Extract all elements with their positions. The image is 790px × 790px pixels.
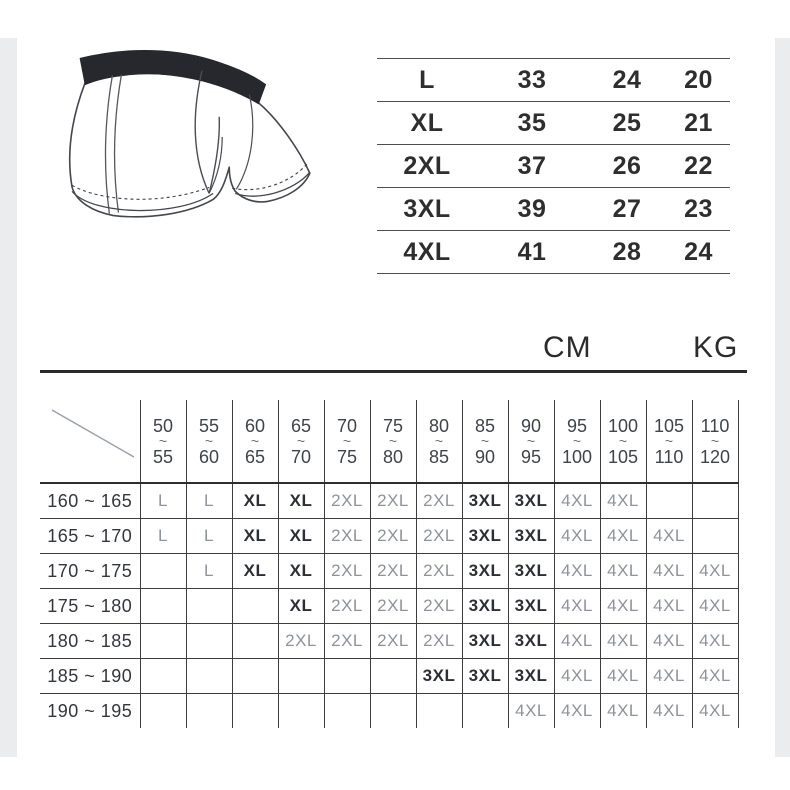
- weight-range-header: 110 ~ 120: [692, 400, 738, 483]
- measure-value: 26: [612, 151, 642, 180]
- size-cell: 2XL: [370, 483, 416, 519]
- tilde: ~: [618, 432, 628, 449]
- size-cell: XL: [278, 554, 324, 589]
- table-row: [377, 187, 730, 230]
- tilde: ~: [526, 432, 536, 449]
- height-range-header: 190 ~ 195: [40, 694, 140, 729]
- table-row: [377, 58, 730, 101]
- size-cell: [370, 694, 416, 729]
- size-cell: 4XL: [692, 554, 738, 589]
- size-cell: 3XL: [462, 483, 508, 519]
- matrix-row: [40, 554, 738, 589]
- weight-range-header: 85 ~ 90: [462, 400, 508, 483]
- size-cell: 2XL: [370, 624, 416, 659]
- weight-range-header: 70 ~ 75: [324, 400, 370, 483]
- size-cell: 3XL: [416, 659, 462, 694]
- size-cell: 4XL: [554, 659, 600, 694]
- size-cell: 4XL: [692, 589, 738, 624]
- size-cell: 4XL: [692, 694, 738, 729]
- size-cell: 2XL: [416, 519, 462, 554]
- divider-rule: [40, 370, 747, 373]
- size-cell: 3XL: [508, 554, 554, 589]
- size-cell: 2XL: [324, 589, 370, 624]
- size-label: L: [419, 65, 435, 94]
- size-cell: 3XL: [462, 624, 508, 659]
- matrix-corner-cell: [40, 400, 140, 483]
- size-cell: 4XL: [646, 659, 692, 694]
- size-cell: 4XL: [646, 519, 692, 554]
- size-cell: 2XL: [324, 554, 370, 589]
- size-cell: XL: [232, 519, 278, 554]
- measure-value: 35: [517, 108, 547, 137]
- size-cell: XL: [232, 554, 278, 589]
- size-cell: [232, 624, 278, 659]
- size-cell: 3XL: [508, 589, 554, 624]
- size-cell: 3XL: [508, 624, 554, 659]
- size-cell: [232, 659, 278, 694]
- size-cell: 4XL: [646, 624, 692, 659]
- size-cell: 4XL: [554, 589, 600, 624]
- unit-label-cm: CM: [543, 331, 592, 364]
- measure-value: 24: [684, 237, 713, 266]
- measure-value: 22: [684, 151, 713, 180]
- size-cell: [278, 694, 324, 729]
- height-range-header: 165 ~ 170: [40, 519, 140, 554]
- size-cell: 3XL: [508, 659, 554, 694]
- size-cell: 4XL: [600, 624, 646, 659]
- tilde: ~: [158, 432, 168, 449]
- size-matrix-table: [40, 400, 739, 728]
- height-range-header: 175 ~ 180: [40, 589, 140, 624]
- measure-value: 20: [684, 65, 713, 94]
- size-cell: 3XL: [508, 483, 554, 519]
- matrix-row: [40, 624, 738, 659]
- measure-value: 39: [517, 194, 547, 223]
- weight-range-header: 95 ~ 100: [554, 400, 600, 483]
- size-cell: 2XL: [324, 624, 370, 659]
- measure-value: 24: [612, 65, 642, 94]
- weight-range-header: 90 ~ 95: [508, 400, 554, 483]
- tilde: ~: [572, 432, 582, 449]
- size-cell: [462, 694, 508, 729]
- weight-range-header: 60 ~ 65: [232, 400, 278, 483]
- size-cell: 3XL: [462, 519, 508, 554]
- height-range-header: 180 ~ 185: [40, 624, 140, 659]
- size-cell: 2XL: [324, 519, 370, 554]
- size-cell: 4XL: [600, 519, 646, 554]
- size-cell: 2XL: [324, 483, 370, 519]
- unit-label-kg: KG: [693, 331, 739, 364]
- height-range-header: 170 ~ 175: [40, 554, 140, 589]
- table-row: [377, 101, 730, 144]
- tilde: ~: [296, 432, 306, 449]
- size-cell: [416, 694, 462, 729]
- size-cell: 3XL: [508, 519, 554, 554]
- size-cell: [324, 659, 370, 694]
- boxer-briefs-illustration: [58, 40, 330, 242]
- table-row: [377, 230, 730, 274]
- table-row: [377, 144, 730, 187]
- weight-range-header: 80 ~ 85: [416, 400, 462, 483]
- size-cell: [646, 483, 692, 519]
- size-cell: XL: [278, 519, 324, 554]
- size-cell: 4XL: [646, 554, 692, 589]
- tilde: ~: [388, 432, 398, 449]
- size-cell: 4XL: [554, 483, 600, 519]
- matrix-row: [40, 694, 738, 729]
- matrix-row: [40, 483, 738, 519]
- size-cell: 3XL: [462, 554, 508, 589]
- size-cell: L: [186, 519, 232, 554]
- left-gray-strip: [0, 38, 17, 757]
- size-cell: 4XL: [554, 554, 600, 589]
- size-cell: 3XL: [462, 589, 508, 624]
- size-cell: [232, 589, 278, 624]
- size-cell: 2XL: [370, 554, 416, 589]
- measure-value: 25: [612, 108, 642, 137]
- size-cell: 2XL: [416, 483, 462, 519]
- height-range-header: 160 ~ 165: [40, 483, 140, 519]
- weight-range-header: 55 ~ 60: [186, 400, 232, 483]
- measurement-table: [377, 58, 730, 274]
- size-label: 3XL: [403, 194, 451, 223]
- size-cell: 4XL: [646, 589, 692, 624]
- size-label: XL: [410, 108, 444, 137]
- size-cell: 2XL: [370, 589, 416, 624]
- size-cell: L: [140, 519, 186, 554]
- matrix-row: [40, 659, 738, 694]
- measure-value: 37: [517, 151, 547, 180]
- size-cell: [140, 554, 186, 589]
- measure-value: 28: [612, 237, 642, 266]
- measure-value: 23: [684, 194, 713, 223]
- size-cell: XL: [278, 483, 324, 519]
- tilde: ~: [710, 432, 720, 449]
- size-cell: 3XL: [462, 659, 508, 694]
- size-cell: [140, 624, 186, 659]
- size-label: 4XL: [403, 237, 451, 266]
- size-cell: 4XL: [692, 624, 738, 659]
- measure-value: 33: [517, 65, 547, 94]
- tilde: ~: [342, 432, 352, 449]
- size-cell: [186, 624, 232, 659]
- size-cell: 4XL: [600, 694, 646, 729]
- weight-range-header: 50 ~ 55: [140, 400, 186, 483]
- tilde: ~: [204, 432, 214, 449]
- size-cell: 4XL: [600, 554, 646, 589]
- size-label: 2XL: [403, 151, 451, 180]
- weight-range-header: 65 ~ 70: [278, 400, 324, 483]
- tilde: ~: [250, 432, 260, 449]
- size-cell: L: [140, 483, 186, 519]
- size-cell: [324, 694, 370, 729]
- measure-value: 27: [612, 194, 642, 223]
- size-cell: [692, 483, 738, 519]
- size-cell: 2XL: [416, 589, 462, 624]
- size-cell: 2XL: [416, 624, 462, 659]
- matrix-row: [40, 589, 738, 624]
- size-cell: XL: [278, 589, 324, 624]
- weight-range-header: 105 ~ 110: [646, 400, 692, 483]
- size-cell: 2XL: [416, 554, 462, 589]
- size-cell: [692, 519, 738, 554]
- size-cell: [140, 694, 186, 729]
- size-cell: 4XL: [692, 659, 738, 694]
- size-cell: [278, 659, 324, 694]
- size-cell: [370, 659, 416, 694]
- right-gray-strip: [775, 38, 790, 757]
- weight-range-header: 75 ~ 80: [370, 400, 416, 483]
- tilde: ~: [664, 432, 674, 449]
- size-cell: 4XL: [554, 624, 600, 659]
- size-cell: [186, 694, 232, 729]
- size-cell: XL: [232, 483, 278, 519]
- size-cell: [232, 694, 278, 729]
- weight-range-header: 100 ~ 105: [600, 400, 646, 483]
- size-cell: L: [186, 554, 232, 589]
- diagonal-line-icon: [40, 400, 140, 482]
- size-cell: 4XL: [646, 694, 692, 729]
- tilde: ~: [480, 432, 490, 449]
- size-cell: 2XL: [370, 519, 416, 554]
- size-cell: 4XL: [600, 483, 646, 519]
- size-cell: [140, 659, 186, 694]
- size-cell: [186, 589, 232, 624]
- height-range-header: 185 ~ 190: [40, 659, 140, 694]
- size-cell: 4XL: [554, 694, 600, 729]
- measure-value: 21: [684, 108, 713, 137]
- size-cell: 2XL: [278, 624, 324, 659]
- matrix-row: [40, 519, 738, 554]
- size-cell: L: [186, 483, 232, 519]
- size-cell: 4XL: [554, 519, 600, 554]
- matrix-header-row: [40, 400, 738, 483]
- size-cell: 4XL: [508, 694, 554, 729]
- size-cell: 4XL: [600, 589, 646, 624]
- size-cell: [186, 659, 232, 694]
- size-cell: 4XL: [600, 659, 646, 694]
- tilde: ~: [434, 432, 444, 449]
- measure-value: 41: [517, 237, 547, 266]
- size-cell: [140, 589, 186, 624]
